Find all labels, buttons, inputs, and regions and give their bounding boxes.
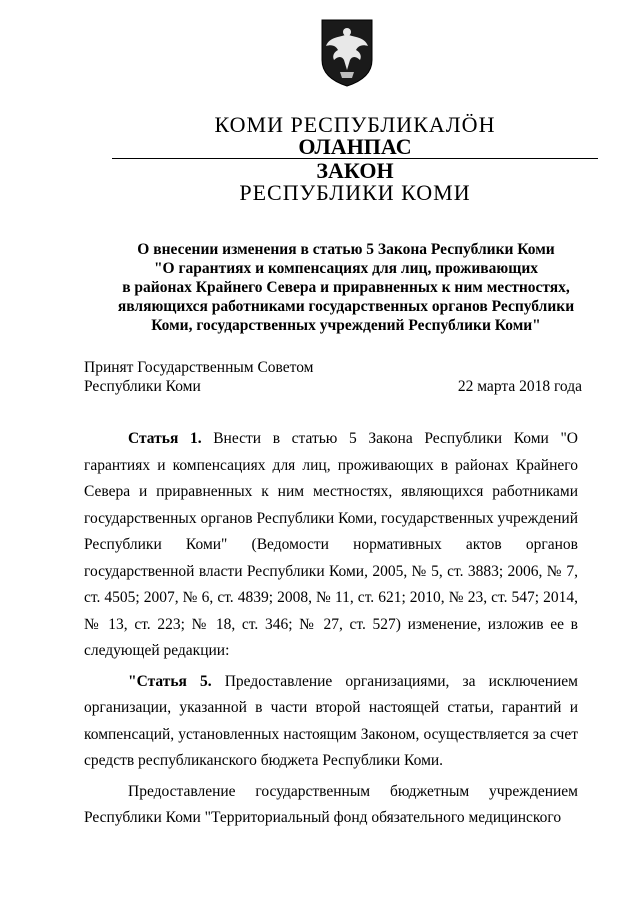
adoption-line-2: Республики Коми [84,378,201,395]
adoption-info [84,358,314,396]
adoption-line-1: Принят Государственным Советом [84,359,314,376]
zakon-heading: ЗАКОН [316,158,394,183]
article-1-paragraph [84,426,578,665]
document-body [84,426,578,832]
republic-komi-heading: РЕСПУБЛИКИ КОМИ [239,180,471,205]
olanpas-heading: ОЛАНПАС [298,134,412,159]
article-1-label: Статья 1. [128,430,202,447]
article-5-paragraph-2: Предоставление государственным бюджетным учреждением Республики Коми "Территориальный фонд обязательного медицинского [84,782,578,826]
article-5-label: "Статья 5. [128,672,212,690]
law-title-line: в районах Крайнего Севера и приравненных к ним местностях, [122,279,570,296]
coat-of-arms-emblem [318,16,376,88]
adoption-date: 22 марта 2018 года [457,378,582,395]
law-title [86,240,606,335]
law-title-line: являющихся работниками государственных органов Республики [117,298,575,315]
law-title-line: "О гарантиях и компенсациях для лиц, проживающих [153,260,539,277]
law-title-line: О внесении изменения в статью 5 Закона Республики Коми [137,241,555,258]
law-title-line: Коми, государственных учреждений Республики Коми" [151,317,541,334]
article-1-text: Внести в статью 5 Закона Республики Коми "О гарантиях и компенсациях для лиц, проживающих в районах Крайнего Севера и приравненных к ним местностях, являющихся работниками государственных органов Республики Коми, государственных учреждений Республики Коми" (Ведомости нормативных актов органов государственной власти Республики Коми, 2005, № 5, ст. 3883; 2006, № 7, ст. 4505; 2007, № 6, ст. 4839; 2008, № 11, ст. 621; 2010, № 23, ст. 547; 2014, № 13, ст. 223; № 18, ст. 346; № 27, ст. 527) изменение, изложив ее в следующей редакции: [84,430,578,659]
article-5-paragraph [84,669,578,775]
article-5-text: Предоставление организациями, за исключением организации, указанной в части второй настоящей статьи, гарантий и компенсаций, установленных настоящим Законом, осуществляется за счет средств республиканского бюджета Республики Коми. [84,672,578,769]
komi-republic-heading: КОМИ РЕСПУБЛИКАЛÖН [214,112,496,137]
